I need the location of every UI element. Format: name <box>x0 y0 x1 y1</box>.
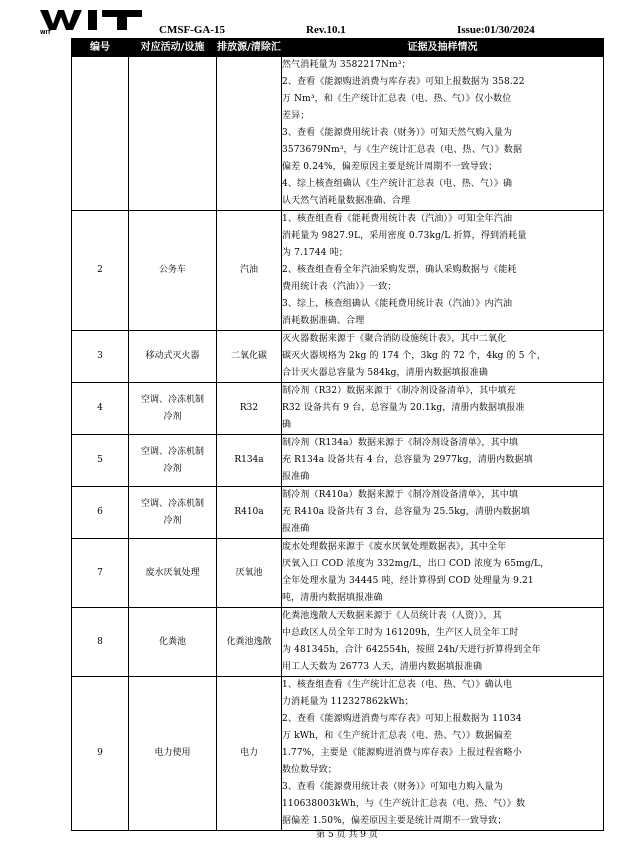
table-row <box>72 608 604 677</box>
wit-logo-graphic <box>40 8 148 32</box>
evidence-line: 万 Nm³，和《生产统计汇总表（电、热、气）》仅小数位 <box>282 94 512 104</box>
evidence-line: 然气消耗量为 3582217Nm³； <box>282 60 411 70</box>
evidence-line: 全年处理水量为 34445 吨，经计算得到 COD 处理量为 9.21 <box>282 576 534 586</box>
evidence-cell <box>282 677 604 831</box>
evidence-line: 充 R134a 设备共有 4 台，总容量为 2977kg，清册内数据填 <box>282 455 533 465</box>
evidence-line: 2、核查组查看全年汽油采购发票，确认采购数据与《能耗 <box>282 265 517 275</box>
evidence-line: 用工人天数为 26773 人天，清册内数据填报准确 <box>282 662 483 672</box>
table-row <box>72 435 604 487</box>
activity-line: 冷剂 <box>163 463 182 474</box>
evidence-line: 据偏差 1.50%，偏差原因主要是统计周期不一致导致； <box>282 816 507 826</box>
evidence-line: 为 481345h，合计 642554h，按照 24h/天进行折算得到全年 <box>282 645 541 655</box>
evidence-line: 2、查看《能源购进消费与库存表》可知上报数据为 11034 <box>282 714 522 724</box>
activity-facility: 公务车 <box>129 211 217 331</box>
evidence-line: 报准确 <box>282 524 310 534</box>
evidence-line: 废水处理数据来源于《废水厌氧处理数据表》，其中全年 <box>282 542 507 552</box>
activity-line: 空调、冷冻机制 <box>140 498 204 509</box>
header-source: 排放源/清除汇 <box>217 39 282 57</box>
table-row <box>72 487 604 539</box>
evidence-line: 厌氧入口 COD 浓度为 332mg/L，出口 COD 浓度为 65mg/L， <box>282 559 550 569</box>
evidence-line: 4、综上核查组确认《生产统计汇总表（电、热、气）》确 <box>282 179 513 189</box>
emission-source: R410a <box>217 487 282 539</box>
evidence-line: 认天然气消耗量数据准确、合理 <box>282 196 411 206</box>
evidence-line: 确 <box>282 420 292 430</box>
row-number: 3 <box>72 331 129 383</box>
row-number: 4 <box>72 383 129 435</box>
emission-source: 汽油 <box>217 211 282 331</box>
evidence-line: 吨，清册内数据填报准确 <box>282 593 383 603</box>
emission-source: 化粪池逸散 <box>217 608 282 677</box>
activity-line: 冷剂 <box>163 515 182 526</box>
evidence-cell <box>282 383 604 435</box>
evidence-line: 1、核查组查看《能耗费用统计表（汽油）》可知全年汽油 <box>282 214 513 224</box>
activity-line: 空调、冷冻机制 <box>140 446 204 457</box>
doc-code: CMSF-GA-15 <box>159 24 225 36</box>
evidence-line: 消耗量为 9827.9L，采用密度 0.73kg/L 折算，得到消耗量 <box>282 231 527 241</box>
row-number: 7 <box>72 539 129 608</box>
evidence-line: 3、查看《能源费用统计表（财务）》可知电力购入量为 <box>282 782 503 792</box>
evidence-line: 中总政区人员全年工时为 161209h，生产区人员全年工时 <box>282 628 519 638</box>
table-row <box>72 677 604 831</box>
evidence-line: 偏差 0.24%，偏差原因主要是统计周期不一致导致； <box>282 162 498 172</box>
evidence-line: 制冷剂（R32）数据来源于《制冷剂设备清单》，其中填充 <box>282 386 516 396</box>
issue-date: Issue:01/30/2024 <box>457 24 535 36</box>
evidence-cell <box>282 487 604 539</box>
evidence-line: 碳灭火器规格为 2kg 的 174 个，3kg 的 72 个，4kg 的 5 个， <box>282 351 546 361</box>
header-evidence: 证据及抽样情况 <box>282 39 604 57</box>
evidence-line: 制冷剂（R410a）数据来源于《制冷剂设备清单》，其中填 <box>282 490 519 500</box>
table-row <box>72 57 604 211</box>
evidence-line: 充 R410a 设备共有 3 台，总容量为 25.5kg，清册内数据填 <box>282 507 530 517</box>
evidence-line: 报准确 <box>282 472 310 482</box>
emission-source: R134a <box>217 435 282 487</box>
evidence-cell <box>282 608 604 677</box>
activity-line: 冷剂 <box>163 411 182 422</box>
evidence-line: 万 kWh，和《生产统计汇总表（电、热、气）》数据偏差 <box>282 731 512 741</box>
header-activity: 对应活动/设施 <box>129 39 217 57</box>
activity-facility <box>129 487 217 539</box>
activity-facility <box>129 435 217 487</box>
evidence-line: 2、查看《能源购进消费与库存表》可知上报数据为 358.22 <box>282 77 525 87</box>
emission-source: 二氧化碳 <box>217 331 282 383</box>
table-row <box>72 383 604 435</box>
evidence-table <box>71 38 604 831</box>
activity-facility: 化粪池 <box>129 608 217 677</box>
table-header-row <box>72 39 604 57</box>
evidence-line: 化粪池逸散人天数据来源于《人员统计表（人资）》，其 <box>282 611 502 621</box>
activity-facility <box>129 383 217 435</box>
evidence-line: 为 7.1744 吨； <box>282 248 348 258</box>
row-number: 6 <box>72 487 129 539</box>
emission-source <box>217 57 282 211</box>
emission-source: R32 <box>217 383 282 435</box>
table-row <box>72 211 604 331</box>
row-number: 5 <box>72 435 129 487</box>
evidence-line: 差异； <box>282 111 310 121</box>
evidence-line: 3573679Nm³，与《生产统计汇总表（电、热、气）》数据 <box>282 145 523 155</box>
emission-source: 厌氧池 <box>217 539 282 608</box>
evidence-line: 3、查看《能源费用统计表（财务）》可知天然气购入量为 <box>282 128 513 138</box>
emission-source: 电力 <box>217 677 282 831</box>
evidence-cell <box>282 211 604 331</box>
activity-line: 空调、冷冻机制 <box>140 394 204 405</box>
page-footer <box>0 827 630 840</box>
row-number: 2 <box>72 211 129 331</box>
page-number: 第 5 页 共 9 页 <box>316 830 378 840</box>
evidence-line: 消耗数据准确、合理 <box>282 316 365 326</box>
evidence-cell <box>282 539 604 608</box>
evidence-cell <box>282 331 604 383</box>
evidence-cell <box>282 57 604 211</box>
activity-facility: 移动式灭火器 <box>129 331 217 383</box>
row-number: 9 <box>72 677 129 831</box>
evidence-line: 1.77%，主要是《能源购进消费与库存表》上报过程省略小 <box>282 748 522 758</box>
row-number: 8 <box>72 608 129 677</box>
header-no: 编号 <box>72 39 129 57</box>
evidence-line: 力消耗量为 112327862kWh； <box>282 697 414 707</box>
activity-facility: 电力使用 <box>129 677 217 831</box>
evidence-line: 3、综上，核查组确认《能耗费用统计表（汽油）》内汽油 <box>282 299 513 309</box>
company-logo <box>40 8 148 42</box>
row-number <box>72 57 129 211</box>
table-row <box>72 539 604 608</box>
evidence-line: 数位数导致； <box>282 765 337 775</box>
evidence-line: 合计灭火器总容量为 584kg，清册内数据填报准确 <box>282 368 489 378</box>
evidence-line: 1、核查组查看《生产统计汇总表（电、热、气）》确认电 <box>282 680 513 690</box>
activity-facility <box>129 57 217 211</box>
activity-facility: 废水厌氧处理 <box>129 539 217 608</box>
evidence-cell <box>282 435 604 487</box>
table-row <box>72 331 604 383</box>
evidence-line: 制冷剂（R134a）数据来源于《制冷剂设备清单》，其中填 <box>282 438 519 448</box>
evidence-line: 费用统计表（汽油）》一致； <box>282 282 397 292</box>
revision: Rev.10.1 <box>306 24 346 36</box>
evidence-line: 灭火器数据来源于《聚合消防设施统计表》，其中二氧化 <box>282 334 507 344</box>
logo-subtext: WIT <box>40 30 51 36</box>
evidence-line: R32 设备共有 9 台，总容量为 20.1kg，清册内数据填报准 <box>282 403 525 413</box>
evidence-line: 110638003kWh，与《生产统计汇总表（电、热、气）》数 <box>282 799 526 809</box>
